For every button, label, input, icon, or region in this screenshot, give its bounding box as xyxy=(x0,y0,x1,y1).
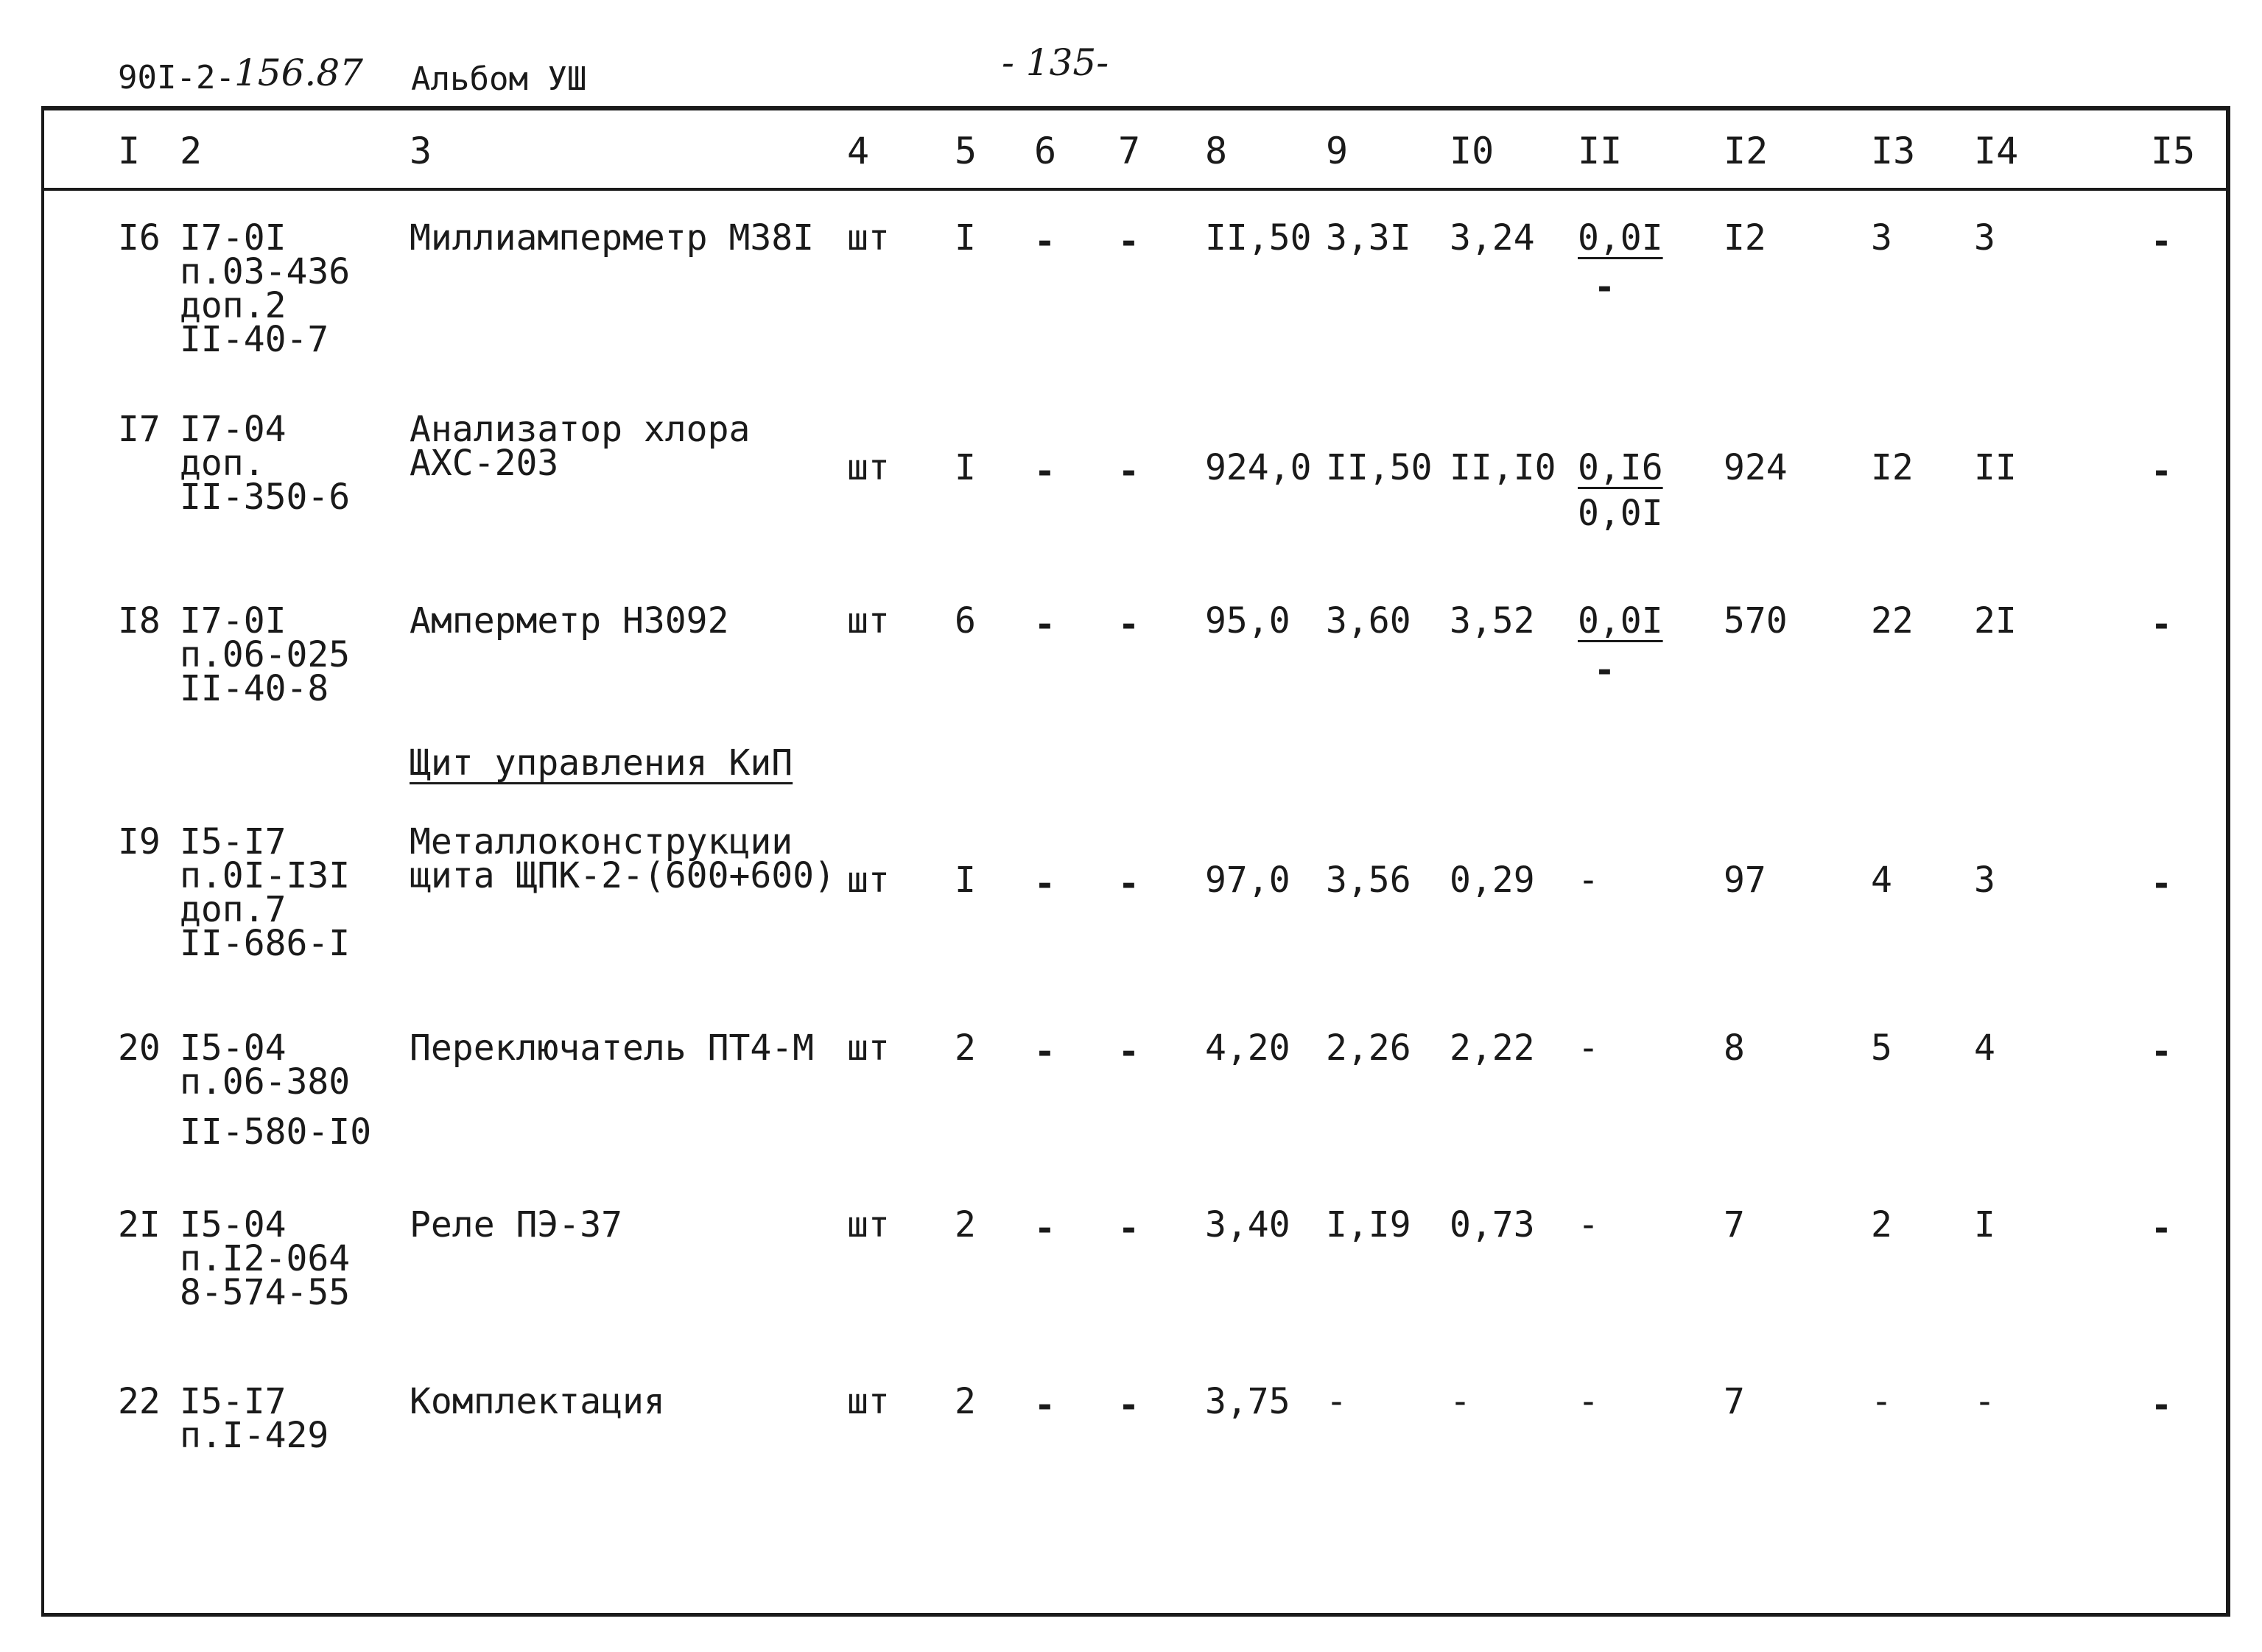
col11-value-bottom: - xyxy=(1594,650,1615,691)
album-label: Альбом УШ xyxy=(411,60,587,98)
row-number: 2I xyxy=(118,1204,161,1245)
col14-value: 2I xyxy=(1974,600,2017,642)
col11-value-top: 0,0I xyxy=(1578,217,1663,259)
reference-line: I5-04 xyxy=(180,1027,287,1069)
col12-value: 8 xyxy=(1724,1027,1745,1069)
col10-value: 2,22 xyxy=(1450,1027,1535,1069)
col6-value: - xyxy=(1034,1385,1056,1426)
col12-value: 7 xyxy=(1724,1204,1745,1245)
unit: шт xyxy=(847,1027,890,1069)
col11-value-top: - xyxy=(1578,1204,1599,1245)
col12-value: 924 xyxy=(1724,447,1788,488)
col8-value: 4,20 xyxy=(1205,1027,1290,1069)
column-header: 7 xyxy=(1118,130,1141,172)
item-name: Переключатель ПТ4-М xyxy=(410,1027,815,1069)
col7-value: - xyxy=(1118,1208,1139,1249)
col8-value: II,50 xyxy=(1205,217,1312,259)
col12-value: 570 xyxy=(1724,600,1788,642)
col12-value: 97 xyxy=(1724,860,1766,901)
col13-value: 3 xyxy=(1871,217,1892,259)
column-header: 8 xyxy=(1205,130,1228,172)
reference-line: п.I2-064 xyxy=(180,1238,351,1279)
col10-value: 3,52 xyxy=(1450,600,1535,642)
col15-value: - xyxy=(2151,221,2172,262)
column-header: II xyxy=(1578,130,1623,172)
col7-value: - xyxy=(1118,1031,1139,1072)
unit: шт xyxy=(847,217,890,259)
reference-line: п.I-429 xyxy=(180,1415,329,1456)
quantity: 2 xyxy=(955,1027,976,1069)
column-header: 9 xyxy=(1326,130,1349,172)
col14-value: 3 xyxy=(1974,860,1995,901)
col14-value: II xyxy=(1974,447,2017,488)
col6-value: - xyxy=(1034,1208,1056,1249)
column-header: I0 xyxy=(1450,130,1494,172)
reference-line: I5-04 xyxy=(180,1204,287,1245)
reference-line: I7-0I xyxy=(180,217,287,259)
col11-value-bottom: - xyxy=(1594,267,1615,308)
unit: шт xyxy=(847,860,890,901)
reference-line: доп. xyxy=(180,443,265,484)
col11-value-top: - xyxy=(1578,860,1599,901)
unit: шт xyxy=(847,447,890,488)
unit: шт xyxy=(847,600,890,642)
col8-value: 97,0 xyxy=(1205,860,1290,901)
reference-line: п.03-436 xyxy=(180,251,351,292)
row-number: I9 xyxy=(118,821,161,862)
col9-value: 3,3I xyxy=(1326,217,1411,259)
col11-value-top: - xyxy=(1578,1381,1599,1422)
quantity: 2 xyxy=(955,1204,976,1245)
unit: шт xyxy=(847,1381,890,1422)
col11-value-bottom: 0,0I xyxy=(1578,493,1663,534)
reference-line: I5-I7 xyxy=(180,821,287,862)
col12-value: 7 xyxy=(1724,1381,1745,1422)
page-number: - 135- xyxy=(1002,41,1109,84)
item-name: Металлоконструкции xyxy=(410,821,793,862)
column-header: 6 xyxy=(1034,130,1057,172)
col9-value: 3,56 xyxy=(1326,860,1411,901)
document-code-handwritten: 156.87 xyxy=(234,52,363,94)
col15-value: - xyxy=(2151,1385,2172,1426)
row-number: I7 xyxy=(118,409,161,450)
col7-value: - xyxy=(1118,451,1139,492)
quantity: I xyxy=(955,860,976,901)
col10-value: 3,24 xyxy=(1450,217,1535,259)
col9-value: 2,26 xyxy=(1326,1027,1411,1069)
reference-line: II-350-6 xyxy=(180,477,351,518)
col7-value: - xyxy=(1118,863,1139,904)
reference-line: II-40-8 xyxy=(180,668,329,709)
item-name: АХС-203 xyxy=(410,443,559,484)
col13-value: 22 xyxy=(1871,600,1914,642)
col13-value: 2 xyxy=(1871,1204,1892,1245)
reference-line: доп.2 xyxy=(180,285,287,326)
reference-line: I7-0I xyxy=(180,600,287,642)
col9-value: - xyxy=(1326,1381,1347,1422)
row-number: 22 xyxy=(118,1381,161,1422)
col13-value: - xyxy=(1871,1381,1892,1422)
col8-value: 924,0 xyxy=(1205,447,1312,488)
col10-value: 0,73 xyxy=(1450,1204,1535,1245)
item-name: Амперметр Н3092 xyxy=(410,600,729,642)
col6-value: - xyxy=(1034,451,1056,492)
quantity: I xyxy=(955,447,976,488)
col13-value: 5 xyxy=(1871,1027,1892,1069)
col15-value: - xyxy=(2151,451,2172,492)
column-header: I2 xyxy=(1724,130,1768,172)
item-name: Анализатор хлора xyxy=(410,409,751,450)
col7-value: - xyxy=(1118,1385,1139,1426)
row-number: I6 xyxy=(118,217,161,259)
unit: шт xyxy=(847,1204,890,1245)
col7-value: - xyxy=(1118,221,1139,262)
col11-value-top: - xyxy=(1578,1027,1599,1069)
col6-value: - xyxy=(1034,604,1056,645)
reference-line: доп.7 xyxy=(180,889,287,930)
column-header: 5 xyxy=(955,130,977,172)
header-rule xyxy=(44,188,2226,191)
reference-line: п.0I-I3I xyxy=(180,855,351,896)
col6-value: - xyxy=(1034,221,1056,262)
column-header: 4 xyxy=(847,130,870,172)
col13-value: I2 xyxy=(1871,447,1914,488)
col10-value: II,I0 xyxy=(1450,447,1556,488)
col9-value: 3,60 xyxy=(1326,600,1411,642)
col14-value: 3 xyxy=(1974,217,1995,259)
document-code-prefix: 90I-2- xyxy=(118,59,235,96)
col11-value-top: 0,0I xyxy=(1578,600,1663,642)
reference-line: II-580-I0 xyxy=(180,1111,372,1153)
section-title: Щит управления КиП xyxy=(410,742,793,784)
col15-value: - xyxy=(2151,1031,2172,1072)
column-header: I3 xyxy=(1871,130,1916,172)
column-header: I4 xyxy=(1974,130,2019,172)
item-name: Миллиамперметр М38I xyxy=(410,217,815,259)
column-header: I xyxy=(118,130,141,172)
col8-value: 95,0 xyxy=(1205,600,1290,642)
col14-value: - xyxy=(1974,1381,1995,1422)
col12-value: I2 xyxy=(1724,217,1766,259)
col8-value: 3,40 xyxy=(1205,1204,1290,1245)
item-name: Реле ПЭ-37 xyxy=(410,1204,622,1245)
col10-value: 0,29 xyxy=(1450,860,1535,901)
quantity: I xyxy=(955,217,976,259)
quantity: 6 xyxy=(955,600,976,642)
quantity: 2 xyxy=(955,1381,976,1422)
reference-line: I5-I7 xyxy=(180,1381,287,1422)
item-name: щита ЩПК-2-(600+600) xyxy=(410,855,835,896)
item-name: Комплектация xyxy=(410,1381,665,1422)
col7-value: - xyxy=(1118,604,1139,645)
col13-value: 4 xyxy=(1871,860,1892,901)
reference-line: 8-574-55 xyxy=(180,1272,351,1313)
row-number: 20 xyxy=(118,1027,161,1069)
col11-value-top: 0,I6 xyxy=(1578,447,1663,488)
column-header: I5 xyxy=(2151,130,2196,172)
col6-value: - xyxy=(1034,1031,1056,1072)
row-number: I8 xyxy=(118,600,161,642)
reference-line: II-40-7 xyxy=(180,319,329,360)
col14-value: I xyxy=(1974,1204,1995,1245)
col15-value: - xyxy=(2151,863,2172,904)
column-header: 3 xyxy=(410,130,432,172)
col15-value: - xyxy=(2151,604,2172,645)
col15-value: - xyxy=(2151,1208,2172,1249)
col9-value: I,I9 xyxy=(1326,1204,1411,1245)
col10-value: - xyxy=(1450,1381,1471,1422)
col9-value: II,50 xyxy=(1326,447,1433,488)
col6-value: - xyxy=(1034,863,1056,904)
reference-line: I7-04 xyxy=(180,409,287,450)
column-header: 2 xyxy=(180,130,203,172)
col8-value: 3,75 xyxy=(1205,1381,1290,1422)
reference-line: п.06-380 xyxy=(180,1061,351,1103)
col14-value: 4 xyxy=(1974,1027,1995,1069)
reference-line: II-686-I xyxy=(180,923,351,964)
reference-line: п.06-025 xyxy=(180,634,351,675)
